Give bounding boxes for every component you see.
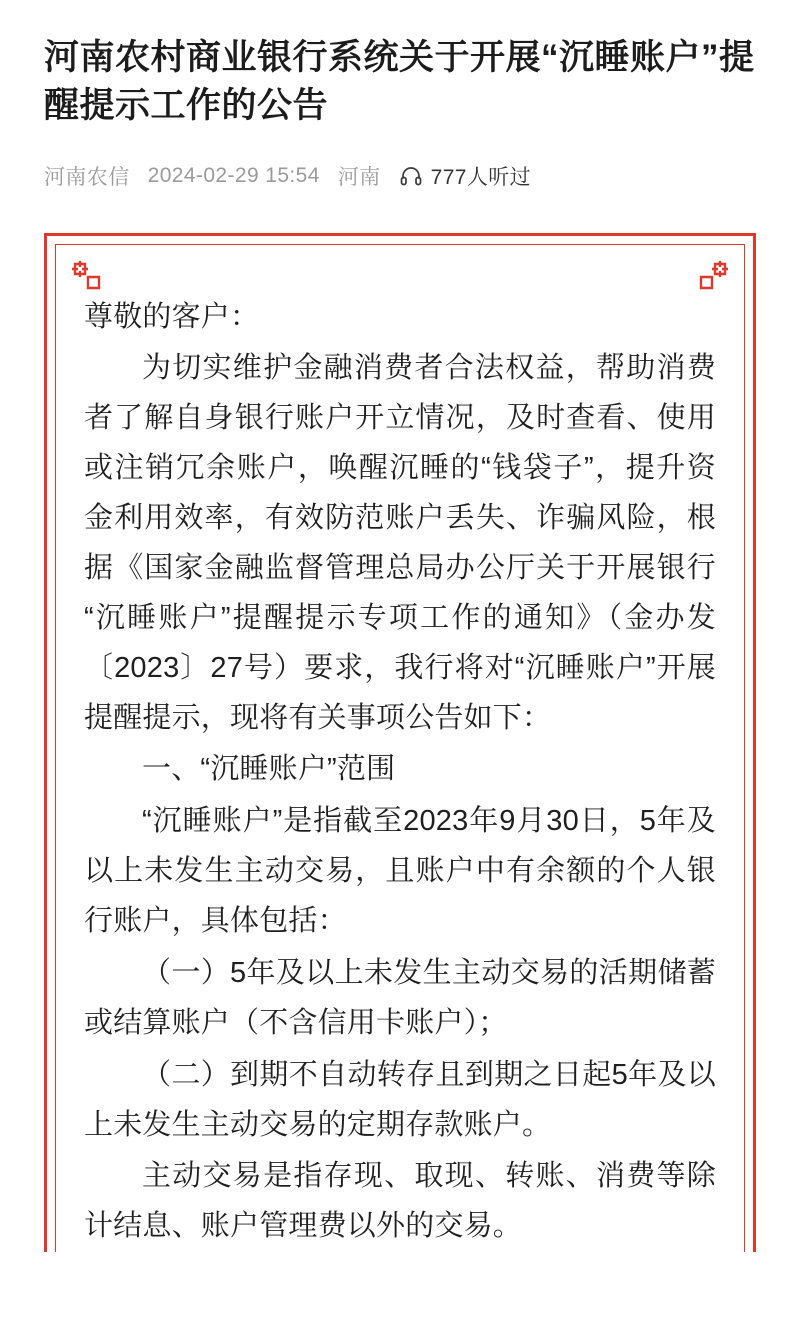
notice-outer-border: [44, 233, 756, 1253]
article-datetime: 2024-02-29 15:54: [147, 163, 320, 187]
paragraph-scope-item-1: （一）5年及以上未发生主动交易的活期储蓄或结算账户（不含信用卡账户）；: [84, 956, 716, 1039]
headphone-icon: [399, 164, 423, 188]
paragraph-active-transaction: 主动交易是指存现、取现、转账、消费等除计结息、账户管理费以外的交易。: [84, 1160, 716, 1243]
paragraph-scope-item-2: （二）到期不自动转存且到期之日起5年及以上未发生主动交易的定期存款账户。: [84, 1058, 716, 1141]
listen-button[interactable]: [399, 161, 531, 191]
paragraph-scope-definition: “沉睡账户”是指截至2023年9月30日，5年及以上未发生主动交易，且账户中有余额的个人银行账户，具体包括：: [84, 805, 716, 938]
paragraph-intro: 为切实维护金融消费者合法权益，帮助消费者了解自身银行账户开立情况，及时查看、使用或注销冗余账户，唤醒沉睡的“钱袋子”，提升资金利用效率，有效防范账户丢失、诈骗风险，根据《国家金融监督管理总局办公厅关于开展银行“沉睡账户”提醒提示专项工作的通知》（金办发〔2023〕27号）要求，我行将对“沉睡账户”开展提醒提示，现将有关事项公告如下：: [84, 352, 716, 734]
article-region: 河南: [337, 165, 381, 189]
article-meta: [44, 161, 756, 191]
ornament-corner-top-right-icon: [698, 261, 728, 291]
paragraph-salutation: 尊敬的客户：: [84, 300, 260, 333]
notice-body: [84, 293, 716, 1253]
ornament-corner-top-left-icon: [72, 261, 102, 291]
paragraph-section-one: 一、“沉睡账户”范围: [142, 753, 396, 786]
page-title: 河南农村商业银行系统关于开展“沉睡账户”提醒提示工作的公告: [44, 38, 755, 126]
article-source[interactable]: 河南农信: [44, 165, 130, 189]
article-header: [0, 0, 800, 191]
notice-inner-border: [55, 244, 745, 1253]
listen-count: 777人听过: [430, 165, 532, 189]
